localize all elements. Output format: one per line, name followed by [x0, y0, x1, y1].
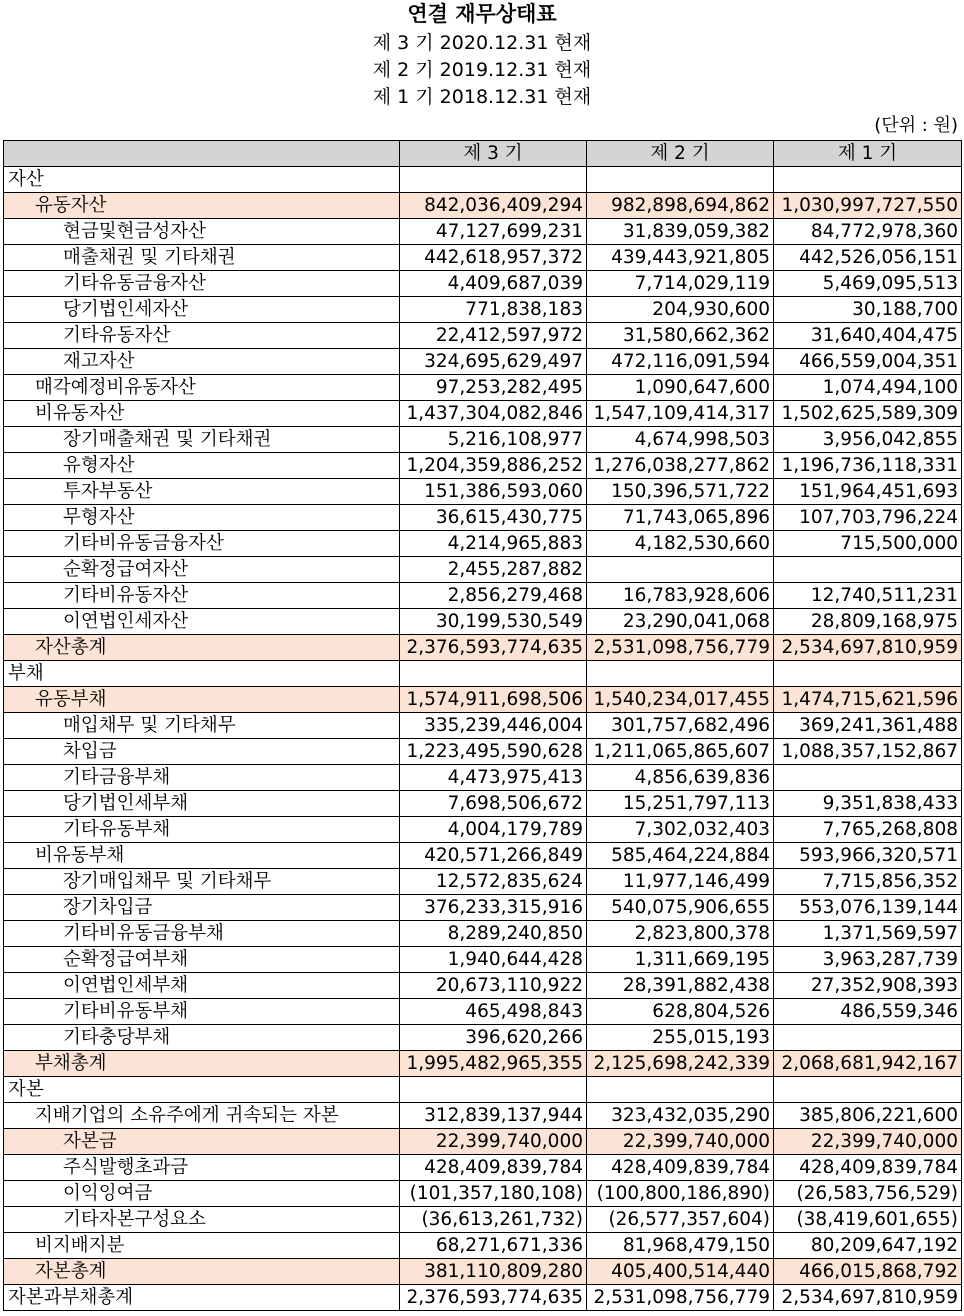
amount-cell: 4,856,639,836 [587, 765, 774, 791]
amount-cell: 324,695,629,497 [400, 349, 587, 375]
amount-cell: 1,204,359,886,252 [400, 453, 587, 479]
amount-cell [774, 1025, 962, 1051]
table-row [4, 1155, 962, 1181]
table-row [4, 401, 962, 427]
table-row [4, 765, 962, 791]
row-label: 기타유동부채 [4, 817, 400, 843]
amount-cell: 31,640,404,475 [774, 323, 962, 349]
amount-cell: 381,110,809,280 [400, 1259, 587, 1285]
amount-cell: 3,956,042,855 [774, 427, 962, 453]
row-label: 매출채권 및 기타채권 [4, 245, 400, 271]
amount-cell: (100,800,186,890) [587, 1181, 774, 1207]
row-label: 비유동부채 [4, 843, 400, 869]
amount-cell: 15,251,797,113 [587, 791, 774, 817]
amount-cell: (26,577,357,604) [587, 1207, 774, 1233]
amount-cell: 4,214,965,883 [400, 531, 587, 557]
amount-cell: 312,839,137,944 [400, 1103, 587, 1129]
amount-cell: 628,804,526 [587, 999, 774, 1025]
amount-cell: 31,580,662,362 [587, 323, 774, 349]
amount-cell [774, 765, 962, 791]
amount-cell: 7,765,268,808 [774, 817, 962, 843]
row-label: 유동부채 [4, 687, 400, 713]
amount-cell: 12,572,835,624 [400, 869, 587, 895]
amount-cell [587, 661, 774, 687]
table-row [4, 245, 962, 271]
amount-cell: 107,703,796,224 [774, 505, 962, 531]
table-row [4, 531, 962, 557]
amount-cell: 1,940,644,428 [400, 947, 587, 973]
amount-cell: 7,698,506,672 [400, 791, 587, 817]
table-row [4, 323, 962, 349]
statement-title: 연결 재무상태표 [407, 2, 557, 26]
amount-cell: 31,839,059,382 [587, 219, 774, 245]
amount-cell: 593,966,320,571 [774, 843, 962, 869]
amount-cell: 1,211,065,865,607 [587, 739, 774, 765]
row-label: 장기매입채무 및 기타채무 [4, 869, 400, 895]
amount-cell: 22,399,740,000 [587, 1129, 774, 1155]
row-label: 재고자산 [4, 349, 400, 375]
amount-cell: 2,534,697,810,959 [774, 1285, 962, 1311]
row-label: 당기법인세부채 [4, 791, 400, 817]
table-row [4, 921, 962, 947]
amount-cell: 2,531,098,756,779 [587, 1285, 774, 1311]
amount-cell: 11,977,146,499 [587, 869, 774, 895]
amount-cell: 1,437,304,082,846 [400, 401, 587, 427]
balance-sheet-table [3, 140, 962, 1311]
amount-cell: 2,068,681,942,167 [774, 1051, 962, 1077]
row-label: 부채 [4, 661, 400, 687]
amount-cell: 7,715,856,352 [774, 869, 962, 895]
table-row [4, 583, 962, 609]
amount-cell: 4,182,530,660 [587, 531, 774, 557]
row-label: 기타충당부채 [4, 1025, 400, 1051]
header-cell-label [4, 141, 400, 167]
amount-cell: 80,209,647,192 [774, 1233, 962, 1259]
table-row [4, 427, 962, 453]
amount-cell: 553,076,139,144 [774, 895, 962, 921]
amount-cell: 2,856,279,468 [400, 583, 587, 609]
amount-cell: 1,474,715,621,596 [774, 687, 962, 713]
amount-cell: 1,547,109,414,317 [587, 401, 774, 427]
amount-cell: 22,399,740,000 [774, 1129, 962, 1155]
amount-cell: (26,583,756,529) [774, 1181, 962, 1207]
table-row [4, 1233, 962, 1259]
amount-cell: 12,740,511,231 [774, 583, 962, 609]
amount-cell: 1,074,494,100 [774, 375, 962, 401]
row-label: 주식발행초과금 [4, 1155, 400, 1181]
table-row [4, 739, 962, 765]
amount-cell: 2,823,800,378 [587, 921, 774, 947]
amount-cell: 771,838,183 [400, 297, 587, 323]
amount-cell: 465,498,843 [400, 999, 587, 1025]
amount-cell: 151,386,593,060 [400, 479, 587, 505]
amount-cell: 2,125,698,242,339 [587, 1051, 774, 1077]
amount-cell: 1,276,038,277,862 [587, 453, 774, 479]
row-label: 기타비유동금융부채 [4, 921, 400, 947]
amount-cell: 30,199,530,549 [400, 609, 587, 635]
amount-cell: 842,036,409,294 [400, 193, 587, 219]
table-row [4, 1025, 962, 1051]
amount-cell: 442,526,056,151 [774, 245, 962, 271]
amount-cell: 1,502,625,589,309 [774, 401, 962, 427]
amount-cell: 1,540,234,017,455 [587, 687, 774, 713]
amount-cell: 81,968,479,150 [587, 1233, 774, 1259]
amount-cell: 385,806,221,600 [774, 1103, 962, 1129]
amount-cell: (38,419,601,655) [774, 1207, 962, 1233]
table-row [4, 869, 962, 895]
amount-cell: 442,618,957,372 [400, 245, 587, 271]
table-row [4, 1207, 962, 1233]
amount-cell: 30,188,700 [774, 297, 962, 323]
header-cell-period-2: 제 2 기 [587, 141, 774, 167]
amount-cell: 47,127,699,231 [400, 219, 587, 245]
row-label: 기타자본구성요소 [4, 1207, 400, 1233]
table-row [4, 661, 962, 687]
row-label: 유동자산 [4, 193, 400, 219]
table-row [4, 271, 962, 297]
row-label: 이연법인세자산 [4, 609, 400, 635]
amount-cell: 486,559,346 [774, 999, 962, 1025]
table-row [4, 843, 962, 869]
table-row [4, 193, 962, 219]
table-row [4, 1077, 962, 1103]
row-label: 기타유동자산 [4, 323, 400, 349]
amount-cell: 1,030,997,727,550 [774, 193, 962, 219]
amount-cell: 1,088,357,152,867 [774, 739, 962, 765]
amount-cell [587, 1077, 774, 1103]
amount-cell: 7,714,029,119 [587, 271, 774, 297]
amount-cell: 7,302,032,403 [587, 817, 774, 843]
header-cell-period-1: 제 1 기 [774, 141, 962, 167]
amount-cell: 23,290,041,068 [587, 609, 774, 635]
amount-cell: 97,253,282,495 [400, 375, 587, 401]
row-label: 비유동자산 [4, 401, 400, 427]
amount-cell: 71,743,065,896 [587, 505, 774, 531]
amount-cell: 335,239,446,004 [400, 713, 587, 739]
amount-cell: 3,963,287,739 [774, 947, 962, 973]
row-label: 기타유동금융자산 [4, 271, 400, 297]
header-row [4, 141, 962, 167]
amount-cell: 472,116,091,594 [587, 349, 774, 375]
amount-cell: 1,196,736,118,331 [774, 453, 962, 479]
amount-cell: 1,311,669,195 [587, 947, 774, 973]
amount-cell: (101,357,180,108) [400, 1181, 587, 1207]
row-label: 지배기업의 소유주에게 귀속되는 자본 [4, 1103, 400, 1129]
table-row [4, 1103, 962, 1129]
table-row [4, 635, 962, 661]
amount-cell: 369,241,361,488 [774, 713, 962, 739]
amount-cell: 2,534,697,810,959 [774, 635, 962, 661]
row-label: 장기차입금 [4, 895, 400, 921]
amount-cell: 5,469,095,513 [774, 271, 962, 297]
amount-cell: 28,809,168,975 [774, 609, 962, 635]
unit-label: (단위 : 원) [874, 115, 958, 136]
amount-cell: 4,674,998,503 [587, 427, 774, 453]
amount-cell [400, 167, 587, 193]
amount-cell: 22,412,597,972 [400, 323, 587, 349]
row-label: 순확정급여자산 [4, 557, 400, 583]
table-row [4, 557, 962, 583]
amount-cell: 27,352,908,393 [774, 973, 962, 999]
amount-cell: 28,391,882,438 [587, 973, 774, 999]
amount-cell: 4,409,687,039 [400, 271, 587, 297]
row-label: 순확정급여부채 [4, 947, 400, 973]
table-row [4, 895, 962, 921]
amount-cell: 1,223,495,590,628 [400, 739, 587, 765]
table-row [4, 219, 962, 245]
amount-cell: 466,559,004,351 [774, 349, 962, 375]
amount-cell: 2,376,593,774,635 [400, 1285, 587, 1311]
table-row [4, 687, 962, 713]
amount-cell: 405,400,514,440 [587, 1259, 774, 1285]
amount-cell: 2,455,287,882 [400, 557, 587, 583]
amount-cell: 204,930,600 [587, 297, 774, 323]
table-row [4, 297, 962, 323]
amount-cell: 255,015,193 [587, 1025, 774, 1051]
row-label: 이익잉여금 [4, 1181, 400, 1207]
amount-cell: 323,432,035,290 [587, 1103, 774, 1129]
header-cell-period-3: 제 3 기 [400, 141, 587, 167]
table-row [4, 817, 962, 843]
amount-cell [774, 557, 962, 583]
row-label: 자본 [4, 1077, 400, 1103]
amount-cell: 2,376,593,774,635 [400, 635, 587, 661]
row-label: 자본과부채총계 [4, 1285, 400, 1311]
table-row [4, 1285, 962, 1311]
amount-cell: 151,964,451,693 [774, 479, 962, 505]
table-row [4, 349, 962, 375]
table-row [4, 1259, 962, 1285]
amount-cell: 36,615,430,775 [400, 505, 587, 531]
amount-cell: 4,473,975,413 [400, 765, 587, 791]
amount-cell: 1,371,569,597 [774, 921, 962, 947]
amount-cell: 22,399,740,000 [400, 1129, 587, 1155]
amount-cell [587, 167, 774, 193]
amount-cell: 8,289,240,850 [400, 921, 587, 947]
row-label: 기타비유동부채 [4, 999, 400, 1025]
amount-cell [587, 557, 774, 583]
row-label: 자산 [4, 167, 400, 193]
amount-cell: 5,216,108,977 [400, 427, 587, 453]
table-body [4, 167, 962, 1311]
row-label: 무형자산 [4, 505, 400, 531]
amount-cell: 20,673,110,922 [400, 973, 587, 999]
row-label: 유형자산 [4, 453, 400, 479]
table-row [4, 453, 962, 479]
table-row [4, 375, 962, 401]
amount-cell: 466,015,868,792 [774, 1259, 962, 1285]
row-label: 자본총계 [4, 1259, 400, 1285]
amount-cell: 150,396,571,722 [587, 479, 774, 505]
row-label: 차입금 [4, 739, 400, 765]
table-row [4, 479, 962, 505]
table-row [4, 999, 962, 1025]
amount-cell: 1,090,647,600 [587, 375, 774, 401]
amount-cell: 439,443,921,805 [587, 245, 774, 271]
amount-cell: 420,571,266,849 [400, 843, 587, 869]
row-label: 자산총계 [4, 635, 400, 661]
table-row [4, 713, 962, 739]
amount-cell: 301,757,682,496 [587, 713, 774, 739]
amount-cell: 68,271,671,336 [400, 1233, 587, 1259]
amount-cell: 1,574,911,698,506 [400, 687, 587, 713]
period-3-label: 제 3 기 2020.12.31 현재 [372, 32, 592, 54]
row-label: 자본금 [4, 1129, 400, 1155]
amount-cell [774, 661, 962, 687]
amount-cell: 428,409,839,784 [587, 1155, 774, 1181]
amount-cell: 982,898,694,862 [587, 193, 774, 219]
row-label: 매입채무 및 기타채무 [4, 713, 400, 739]
amount-cell [400, 1077, 587, 1103]
row-label: 이연법인세부채 [4, 973, 400, 999]
amount-cell: 2,531,098,756,779 [587, 635, 774, 661]
amount-cell: 84,772,978,360 [774, 219, 962, 245]
amount-cell: 376,233,315,916 [400, 895, 587, 921]
table-row [4, 947, 962, 973]
row-label: 당기법인세자산 [4, 297, 400, 323]
row-label: 기타비유동자산 [4, 583, 400, 609]
table-row [4, 1129, 962, 1155]
amount-cell [774, 1077, 962, 1103]
amount-cell: 16,783,928,606 [587, 583, 774, 609]
row-label: 현금및현금성자산 [4, 219, 400, 245]
row-label: 투자부동산 [4, 479, 400, 505]
period-2-label: 제 2 기 2019.12.31 현재 [372, 59, 592, 81]
row-label: 기타금융부채 [4, 765, 400, 791]
amount-cell: 396,620,266 [400, 1025, 587, 1051]
row-label: 부채총계 [4, 1051, 400, 1077]
amount-cell: 9,351,838,433 [774, 791, 962, 817]
table-row [4, 609, 962, 635]
amount-cell: 585,464,224,884 [587, 843, 774, 869]
amount-cell [774, 167, 962, 193]
table-row [4, 167, 962, 193]
table-row [4, 1051, 962, 1077]
amount-cell: 428,409,839,784 [400, 1155, 587, 1181]
table-row [4, 505, 962, 531]
amount-cell: 540,075,906,655 [587, 895, 774, 921]
row-label: 비지배지분 [4, 1233, 400, 1259]
row-label: 기타비유동금융자산 [4, 531, 400, 557]
amount-cell: 715,500,000 [774, 531, 962, 557]
period-1-label: 제 1 기 2018.12.31 현재 [372, 86, 592, 108]
amount-cell: (36,613,261,732) [400, 1207, 587, 1233]
table-row [4, 1181, 962, 1207]
amount-cell: 428,409,839,784 [774, 1155, 962, 1181]
row-label: 매각예정비유동자산 [4, 375, 400, 401]
amount-cell: 4,004,179,789 [400, 817, 587, 843]
table-row [4, 791, 962, 817]
table-row [4, 973, 962, 999]
amount-cell: 1,995,482,965,355 [400, 1051, 587, 1077]
row-label: 장기매출채권 및 기타채권 [4, 427, 400, 453]
amount-cell [400, 661, 587, 687]
